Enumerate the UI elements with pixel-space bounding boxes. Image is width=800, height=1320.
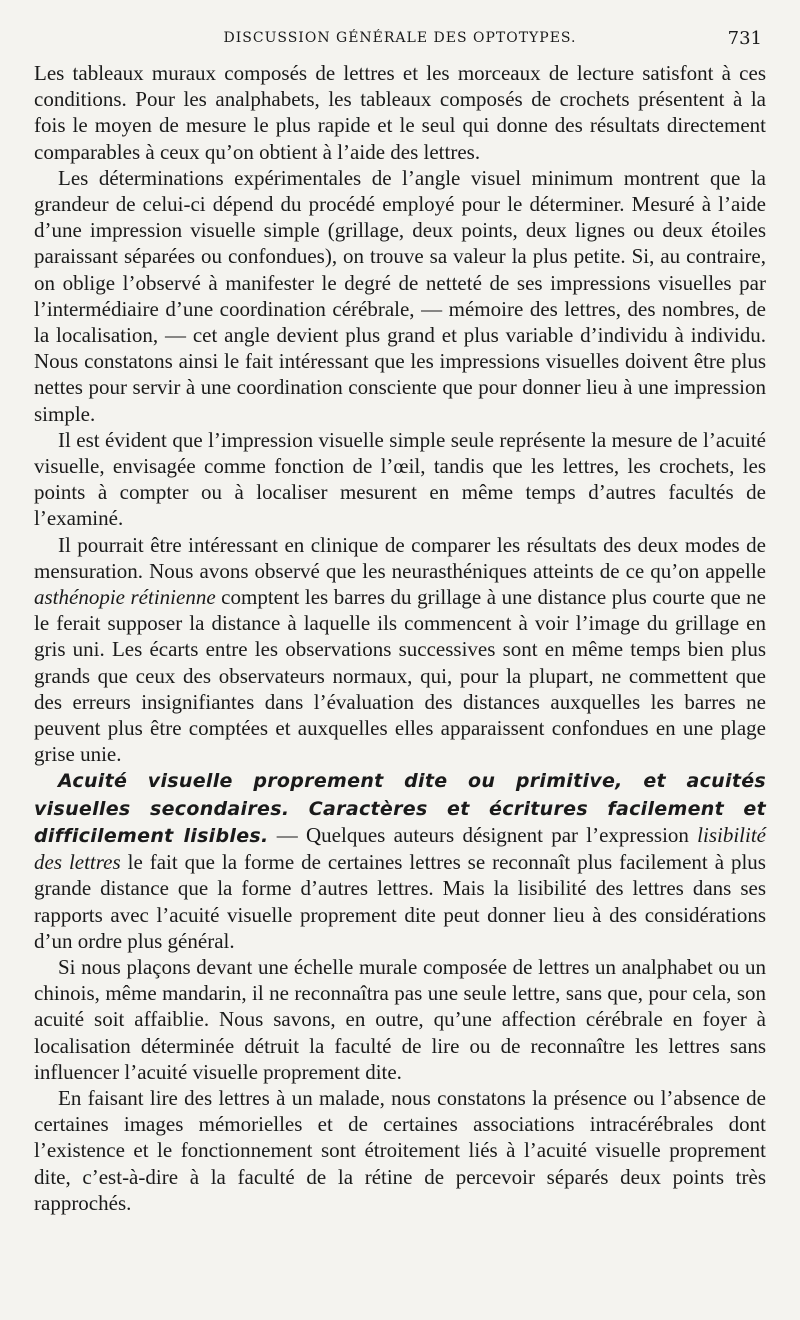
section-heading: Acuité visuelle proprement dite ou primitive, et acuités visuelles secondaires. Caractères et écritures facilement et difficilement lisibles.: [34, 770, 766, 847]
paragraph-5-italic: lisibilité des lettres: [34, 822, 766, 875]
paragraph-5-dash: — Quelques auteurs désignent par l’expression: [268, 822, 698, 847]
paragraph-4-text-b: comptent les barres du grillage à une distance plus courte que ne le ferait supposer la distance à laquelle ils commencent à voir l’image du grillage en gris uni. Les écarts entre les observations successives sont en même temps bien plus grands que ceux des observateurs normaux, qui, pour la plupart, ne commettent que des erreurs insignifiantes dans l’évaluation des distances auxquelles les barres ne peuvent plus être comptées et auxquelles elles apparaissent confondues en une plage grise unie.: [34, 585, 766, 767]
paragraph-4-italic: asthénopie rétinienne: [34, 585, 216, 610]
paragraph-7: En faisant lire des lettres à un malade, nous constatons la présence ou l’absence de certaines images mémorielles et de certaines associations intracérébrales dont l’existence et le fonctionnement sont étroitement liés à l’acuité visuelle proprement dite, c’est-à-dire à la faculté de la rétine de percevoir séparés deux points très rapprochés.: [34, 1085, 766, 1215]
paragraph-2: Les déterminations expérimentales de l’angle visuel minimum montrent que la grandeur de celui-ci dépend du procédé employé pour le déterminer. Mesuré à l’aide d’une impression visuelle simple (grillage, deux points, deux lignes ou deux étoiles paraissant séparées ou confondues), on trouve sa valeur la plus petite. Si, au contraire, on oblige l’observé à manifester le degré de netteté de ses impressions visuelles par l’intermédiaire d’une coordination cérébrale, — mémoire des lettres, des nombres, de la localisation, — cet angle devient plus grand et plus variable d’individu à individu. Nous constatons ainsi le fait intéressant que les impressions visuelles doivent être plus nettes pour servir à une coordination consciente que pour donner lieu à une impression simple.: [34, 165, 766, 426]
paragraph-4: [34, 532, 766, 768]
body-text: [34, 60, 766, 1216]
page-number: 731: [727, 28, 762, 49]
paragraph-1: Les tableaux muraux composés de lettres et les morceaux de lecture satisfont à ces conditions. Pour les analphabets, les tableaux composés de crochets présentent à la fois le moyen de mesure le plus rapide et le seul qui donne des résultats directement comparables à ceux qu’on obtient à l’aide des lettres.: [34, 61, 766, 164]
running-title: DISCUSSION GÉNÉRALE DES OPTOTYPES.: [223, 30, 577, 46]
paragraph-6: Si nous plaçons devant une échelle murale composée de lettres un analphabet ou un chinois, même mandarin, il ne reconnaîtra pas une seule lettre, sans que, pour cela, son acuité soit affaiblie. Nous savons, en outre, qu’une affection cérébrale en foyer à localisation déterminée détruit la faculté de lire ou de reconnaître les lettres sans influencer l’acuité visuelle proprement dite.: [34, 954, 766, 1084]
paragraph-4-text-a: Il pourrait être intéressant en clinique de comparer les résultats des deux modes de mensuration. Nous avons observé que les neurasthéniques atteints de ce qu’on appelle: [34, 532, 766, 583]
paragraph-5: [34, 767, 766, 953]
paragraph-3: Il est évident que l’impression visuelle simple seule représente la mesure de l’acuité visuelle, envisagée comme fonction de l’œil, tandis que les lettres, les crochets, les points à compter ou à localiser mesurent en même temps d’autres facultés de l’examiné.: [34, 427, 766, 531]
page-header: [34, 28, 766, 54]
paragraph-5-text: le fait que la forme de certaines lettres se reconnaît plus facilement à plus grande distance que la forme d’autres lettres. Mais la lisibilité des lettres dans ses rapports avec l’acuité visuelle proprement dite peut donner lieu à des considérations d’un ordre plus général.: [34, 850, 766, 953]
